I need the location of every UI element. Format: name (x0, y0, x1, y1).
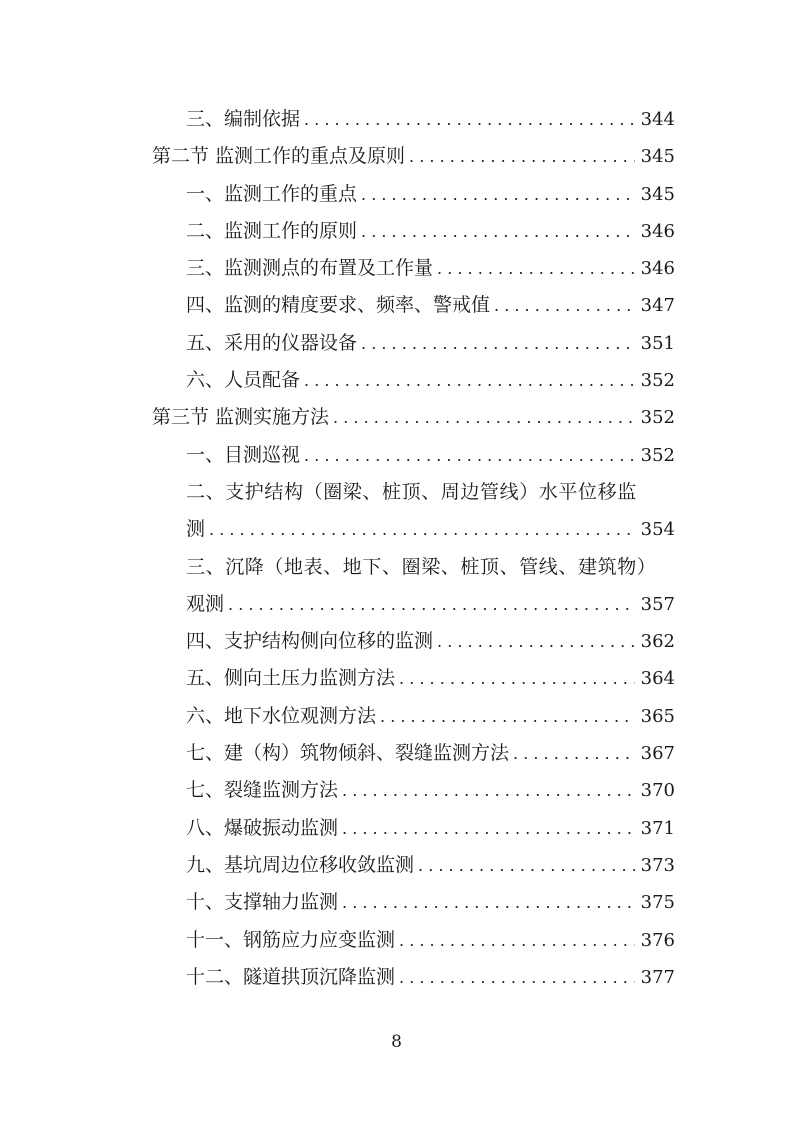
toc-leader-dots (329, 399, 635, 436)
toc-entry-title: 四、监测的精度要求、频率、警戒值 (186, 294, 491, 317)
toc-entry[interactable] (152, 101, 675, 138)
toc-entry-page: 347 (640, 295, 675, 317)
toc-entry-title: 十二、隧道拱顶沉降监测 (186, 965, 396, 988)
toc-leader-dots (338, 772, 635, 809)
toc-entry-page: 370 (640, 780, 675, 802)
toc-entry-title-continuation: 观测 (186, 592, 225, 615)
toc-entry[interactable] (152, 772, 675, 809)
toc-entry-title: 三、编制依据 (186, 108, 301, 130)
toc-section-title: 第三节 监测实施方法 (152, 406, 330, 429)
toc-entry[interactable] (152, 623, 675, 660)
toc-entry-page: 346 (640, 220, 675, 242)
toc-leader-dots (414, 847, 635, 884)
toc-entry-title: 七、裂缝监测方法 (186, 779, 339, 802)
toc-entry[interactable] (152, 362, 675, 399)
toc-entry-wrapped[interactable] (152, 474, 675, 511)
toc-entry[interactable] (152, 810, 675, 847)
toc-entry[interactable] (152, 660, 675, 697)
toc-entry[interactable] (152, 250, 675, 287)
toc-entry-page: 357 (640, 593, 675, 615)
toc-entry-page: 375 (640, 892, 675, 914)
toc-entry-page: 346 (640, 258, 675, 280)
toc-entry-title: 五、采用的仪器设备 (186, 331, 358, 354)
toc-leader-dots (205, 511, 635, 548)
toc-entry[interactable] (152, 959, 675, 996)
toc-leader-dots (357, 325, 635, 362)
toc-entry-title-continuation: 测 (186, 518, 206, 541)
toc-entry-title: 二、监测工作的原则 (186, 219, 358, 242)
toc-section-page: 352 (640, 407, 675, 429)
toc-entry-title: 五、侧向土压力监测方法 (186, 667, 396, 690)
toc-section[interactable] (152, 399, 675, 436)
toc-leader-dots (395, 922, 635, 959)
toc-section-page: 345 (640, 146, 675, 168)
toc-entry[interactable] (152, 847, 675, 884)
toc-leader-dots (224, 586, 635, 623)
toc-entry-title: 三、监测测点的布置及工作量 (186, 257, 434, 280)
toc-entry-page: 345 (640, 183, 675, 205)
toc-leader-dots (509, 735, 635, 772)
table-of-contents (152, 101, 675, 996)
toc-entry-continuation[interactable] (152, 586, 675, 623)
toc-leader-dots (300, 437, 635, 474)
page-number: 8 (391, 1032, 402, 1052)
toc-leader-dots (357, 176, 635, 213)
toc-section[interactable] (152, 138, 675, 175)
toc-entry-page: 344 (640, 109, 675, 130)
toc-leader-dots (300, 101, 635, 138)
toc-leader-dots (376, 698, 635, 735)
toc-entry-title: 十一、钢筋应力应变监测 (186, 928, 396, 951)
toc-entry[interactable] (152, 922, 675, 959)
toc-leader-dots (395, 959, 635, 996)
toc-entry-page: 352 (640, 444, 675, 466)
toc-entry-title: 九、基坑周边位移收敛监测 (186, 853, 415, 876)
toc-entry[interactable] (152, 698, 675, 735)
toc-entry-title: 六、人员配备 (186, 369, 301, 392)
toc-leader-dots (433, 623, 635, 660)
toc-leader-dots (300, 362, 635, 399)
toc-entry[interactable] (152, 735, 675, 772)
toc-entry-page: 364 (640, 668, 675, 690)
toc-entry-title: 一、监测工作的重点 (186, 182, 358, 205)
toc-entry-page: 373 (640, 854, 675, 876)
toc-leader-dots (357, 213, 635, 250)
toc-entry-page: 376 (640, 929, 675, 951)
toc-leader-dots (395, 660, 635, 697)
toc-entry-page: 354 (640, 519, 675, 541)
toc-leader-dots (338, 810, 635, 847)
toc-entry-title: 八、爆破振动监测 (186, 816, 339, 839)
toc-entry-wrapped[interactable] (152, 549, 675, 586)
toc-entry-title: 十、支撑轴力监测 (186, 891, 339, 914)
toc-entry-continuation[interactable] (152, 511, 675, 548)
toc-entry[interactable] (152, 884, 675, 921)
toc-entry-title: 四、支护结构侧向位移的监测 (186, 630, 434, 653)
toc-entry[interactable] (152, 213, 675, 250)
toc-entry[interactable] (152, 176, 675, 213)
toc-entry-title: 三、沉降（地表、地下、圈梁、桩顶、管线、建筑物） (186, 555, 657, 578)
toc-entry-page: 367 (640, 743, 675, 765)
toc-leader-dots (433, 250, 635, 287)
toc-entry-title: 一、目测巡视 (186, 443, 301, 466)
toc-entry-page: 362 (640, 631, 675, 653)
toc-section-title: 第二节 监测工作的重点及原则 (152, 145, 406, 168)
toc-entry[interactable] (152, 437, 675, 474)
toc-entry-page: 351 (640, 332, 675, 354)
toc-leader-dots (338, 884, 635, 921)
toc-entry-title: 七、建（构）筑物倾斜、裂缝监测方法 (186, 742, 510, 765)
toc-entry-page: 352 (640, 370, 675, 392)
toc-entry-page: 377 (640, 966, 675, 988)
toc-entry-page: 365 (640, 705, 675, 727)
toc-entry[interactable] (152, 287, 675, 324)
toc-entry-title: 二、支护结构（圈梁、桩顶、周边管线）水平位移监 (186, 480, 637, 503)
toc-entry-title: 六、地下水位观测方法 (186, 704, 377, 727)
toc-entry-page: 371 (640, 817, 675, 839)
toc-leader-dots (490, 287, 635, 324)
toc-leader-dots (405, 138, 635, 175)
toc-entry[interactable] (152, 325, 675, 362)
